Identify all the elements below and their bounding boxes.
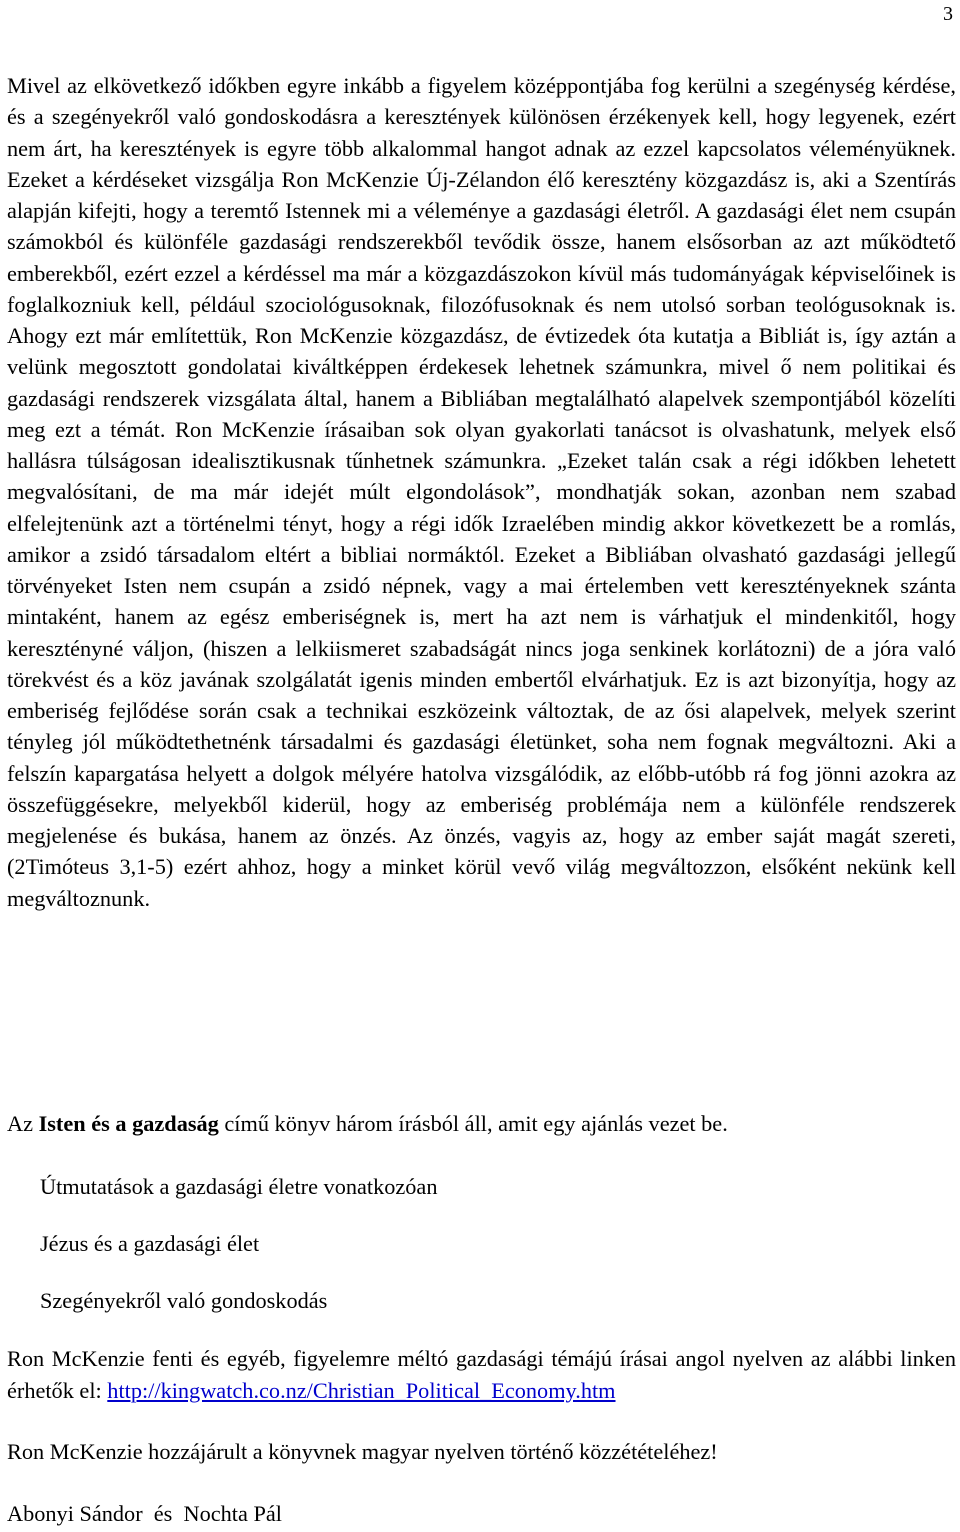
book-intro (7, 1108, 728, 1139)
signature: Abonyi Sándor és Nochta Pál (7, 1501, 282, 1526)
main-paragraph: Mivel az elkövetkező időkben egyre inkább a figyelem középpontjába fog kerülni a szegénység kérdése, és a szegényekről való gondoskodásra a keresztények különösen érzékenyek kell, hogy legyenek, ezért nem árt, ha keresztények is egyre több alkalommal hangot adnak az ezzel kapcsolatos véleményüknek. Ezeket a kérdéseket vizsgálja Ron McKenzie Új-Zélandon élő keresztény közgazdász is, aki a Szentírás alapján kifejti, hogy a teremtő Istennek mi a véleménye a gazdasági életről. A gazdasági élet nem csupán számokból és különféle gazdasági rendszerekből tevődik össze, hanem elsősorban az azt működtető emberekből, ezért ezzel a kérdéssel ma már a közgazdászokon kívül más tudományágak képviselőinek is foglalkozniuk kell, például szociológusoknak, filozófusoknak és nem utolsó sorban teológusoknak is. Ahogy ezt már említettük, Ron McKenzie közgazdász, de évtizedek óta kutatja a Bibliát is, így aztán a velünk megosztott gondolatai kiváltképpen érdekesek lehetnek számunkra, mivel ő nem politikai és gazdasági rendszerek vizsgálata által, hanem a Bibliában megtalálható alapelvek szempontjából közelíti meg ezt a témát. Ron McKenzie írásaiban sok olyan gyakorlati tanácsot is olvashatunk, melyek első hallásra túlságosan idealisztikusnak tűnhetnek számunkra. „Ezeket talán csak a régi időkben lehetett megvalósítani, de ma már idejét múlt elgondolások”, mondhatják sokan, azonban nem szabad elfelejtenünk azt a történelmi tényt, hogy a régi idők Izraelében mindig akkor következett be a romlás, amikor a zsidó társadalom eltért a bibliai normáktól. Ezeket a Bibliában olvasható gazdasági jellegű törvényeket Isten nem csupán a zsidó népnek, vagy a mai értelemben vett keresztényeknek szánta mintaként, hanem az egész emberiségnek is, mert ha azt nem is várhatjuk el mindenkitől, hogy keresztényné váljon, (hiszen a lelkiismeret szabadságát nincs joga senkinek korlátozni) de a jóra való törekvést és a köz javának szolgálatát igenis minden embertől elvárhatjuk. Ez is azt bizonyítja, hogy az emberiség fejlődése során csak a technikai eszközeink változtak, de az ősi alapelvek, melyek szerint tényleg jól működtethetnénk társadalmi és gazdasági életünket, soha nem fognak megváltozni. Aki a felszín kapargatása helyett a dolgok mélyére hatolva vizsgálódik, az előbb-utóbb rá fog jönni azokra az összefüggésekre, melyekből kiderül, hogy az emberiség problémája nem a különféle rendszerek megjelenése és bukása, hanem az önzés. Az önzés, vagyis az, hogy az ember saját magát szereti, (2Timóteus 3,1-5) ezért ahhoz, hogy a minket körül vevő világ megváltozzon, elsőként nekünk kell megváltoznunk. (7, 73, 956, 911)
book-title: Isten és a gazdaság (38, 1111, 219, 1136)
page-number: 3 (943, 3, 953, 25)
chapter-item: Útmutatások a gazdasági életre vonatkozóan (40, 1174, 438, 1199)
links-paragraph (7, 1343, 956, 1406)
chapter-item: Szegényekről való gondoskodás (40, 1288, 328, 1313)
permission-line: Ron McKenzie hozzájárult a könyvnek magyar nyelven történő közzétételéhez! (7, 1439, 718, 1464)
book-intro-suffix: című könyv három írásból áll, amit egy ajánlás vezet be. (218, 1111, 728, 1136)
chapter-item: Jézus és a gazdasági élet (40, 1231, 260, 1256)
external-link[interactable]: http://kingwatch.co.nz/Christian_Political_Economy.htm (107, 1377, 616, 1403)
book-intro-prefix: Az (7, 1111, 39, 1136)
links-text: Ron McKenzie fenti és egyéb, figyelemre méltó gazdasági témájú írásai angol nyelven az alábbi linken érhetők el: (7, 1346, 956, 1403)
